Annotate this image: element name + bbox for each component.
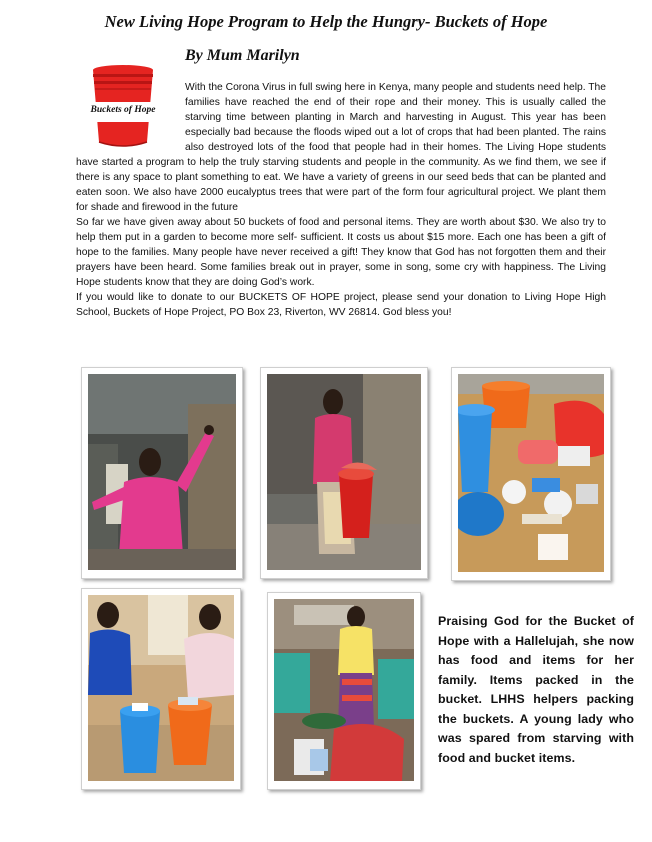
article-title: New Living Hope Program to Help the Hungry- Buckets of Hope [104,12,548,31]
photo-woman-with-bucket [260,367,428,579]
paragraph-3: If you would like to donate to our BUCKETS OF HOPE project, please send your donation to Living Hope High School, Buckets of Hope Project, PO Box 23, Riverton, WV 26814. God bless you! [76,292,606,318]
paragraph-1: With the Corona Virus in full swing here in Kenya, many people and students need help. The families have reached the end of their rope and their money. This is usually called the starving time between planting in March and harvesting in August. This year has been especially bad because the floods wiped out a lot of crops that had been planted. The rains also destroyed lots of the food that people had in their homes. The Living Hope students have started a program to help the truly starving students and people in the community. As we find them, we see if there is any space to plant something to eat. We have a variety of greens in our seed beds that can be planted and eaten soon. We also have 2000 eucalyptus trees that were part of the form four agricultural project. We plant them for shade and firewood in the future [76,82,606,213]
photo-woman-praising [81,367,243,579]
logo-label: Buckets of Hope [90,105,156,115]
article-body [76,80,606,320]
photo-bucket-items [451,367,611,581]
photo-young-lady-with-items [267,592,421,790]
byline: By Mum Marilyn [185,47,300,64]
paragraph-2: So far we have given away about 50 buckets of food and personal items. They are worth about $30. We also try to help them put in a garden to become more self- sufficient. It costs us about $15 more. Each one has been a gift of hope to the families. Many people have never received a gift! They know that God has not forgotten them and their prayers have been heard. Some families break out in prayer, some in song, some cry with happiness. The Living Hope students know that they are doing God’s work. [76,217,606,288]
photo-caption: Praising God for the Bucket of Hope with a Hallelujah, she now has food and items for her family. Items packed in the bucket. LHHS helpers packing the buckets. A young lady who was spared from starving with food and bucket items. [438,614,634,765]
photo-helpers-packing [81,588,241,790]
